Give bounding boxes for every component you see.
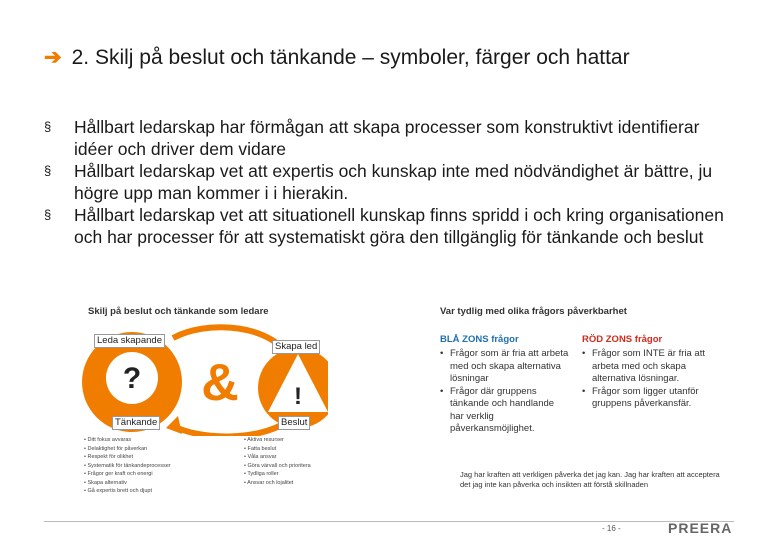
list-item: • Våla ansvar — [244, 453, 311, 462]
label-tankande: Tänkande — [112, 416, 160, 430]
left-figure-title: Skilj på beslut och tänkande som ledare — [88, 306, 269, 317]
list-item: • Göra värvall och prioritera — [244, 462, 311, 471]
label-beslut: Beslut — [278, 416, 310, 430]
label-skapa-led: Skapa led — [272, 340, 320, 354]
square-bullet-icon: § — [44, 207, 52, 222]
page-number: - 16 - — [602, 524, 621, 533]
list-item: • Tydliga roller — [244, 470, 311, 479]
right-figure-title: Var tydlig med olika frågors påverkbarhet — [440, 306, 627, 317]
label-leda-skapande: Leda skapande — [94, 334, 165, 348]
red-zone-list — [582, 348, 712, 411]
square-bullet-icon: § — [44, 163, 52, 178]
thinking-list — [84, 436, 171, 496]
top-cycle-arrow — [173, 327, 288, 356]
list-item: • Gå expertis brett och djupt — [84, 487, 171, 496]
ampersand-symbol: & — [201, 354, 239, 412]
list-item: • Fatta beslut — [244, 445, 311, 454]
square-bullet-icon: § — [44, 119, 52, 134]
footer-divider — [44, 521, 734, 522]
bottom-arrow-head-icon — [166, 416, 182, 434]
list-item: • Frågor där gruppens tänkande och handlande har verklig påverkansmöjlighet. — [440, 386, 570, 436]
arrow-right-icon: ➔ — [44, 46, 62, 69]
decision-list — [244, 436, 311, 487]
list-item: • Skapa alternativ — [84, 479, 171, 488]
list-item: • Ditt fokus avvaras — [84, 436, 171, 445]
list-item: • Delaktighet för påverkan — [84, 445, 171, 454]
red-zone-heading: RÖD ZONS frågor — [582, 334, 663, 345]
blue-zone-list — [440, 348, 570, 436]
list-item: • Aktiva resurser — [244, 436, 311, 445]
question-symbol: ? — [122, 362, 142, 395]
blue-zone-heading: BLÅ ZONS frågor — [440, 334, 519, 345]
slide-title: ➔ 2. Skilj på beslut och tänkande – symboler, färger och hattar — [44, 46, 630, 69]
list-item: • Respekt för olikhet — [84, 453, 171, 462]
serenity-quote: Jag har kraften att verkligen påverka det jag kan. Jag har kraften att acceptera det jag inte kan påverka och insikten att förstå skillnaden — [460, 470, 720, 489]
bullet-list — [44, 116, 734, 248]
list-item: • Frågor som ligger utanför gruppens påverkansfär. — [582, 386, 712, 411]
exclamation-symbol: ! — [294, 383, 302, 410]
list-item: • Frågor ger kraft och energi — [84, 470, 171, 479]
list-item: • Ansvar och lojalitet — [244, 479, 311, 488]
bullet-item: § Hållbart ledarskap vet att expertis och kunskap inte med nödvändighet är bättre, ju högre upp man kommer i i hierakin. — [44, 161, 713, 203]
preera-logo: PREERA — [668, 520, 733, 536]
list-item: • Systematik för tänkandeprocesser — [84, 462, 171, 471]
list-item: • Frågor som är fria att arbeta med och skapa alternativa lösningar — [440, 348, 570, 386]
bullet-item: § Hållbart ledarskap vet att situationell kunskap finns spridd i och kring organisationen och har processer för att systematiskt göra den tillgänglig för tänkande och beslut — [44, 205, 724, 247]
list-item: • Frågor som INTE är fria att arbeta med och skapa alternativa lösningar. — [582, 348, 712, 386]
bullet-item: § Hållbart ledarskap har förmågan att skapa processer som konstruktivt identifierar idéer och driver dem vidare — [44, 117, 700, 159]
bottom-cycle-arrow — [173, 424, 283, 436]
